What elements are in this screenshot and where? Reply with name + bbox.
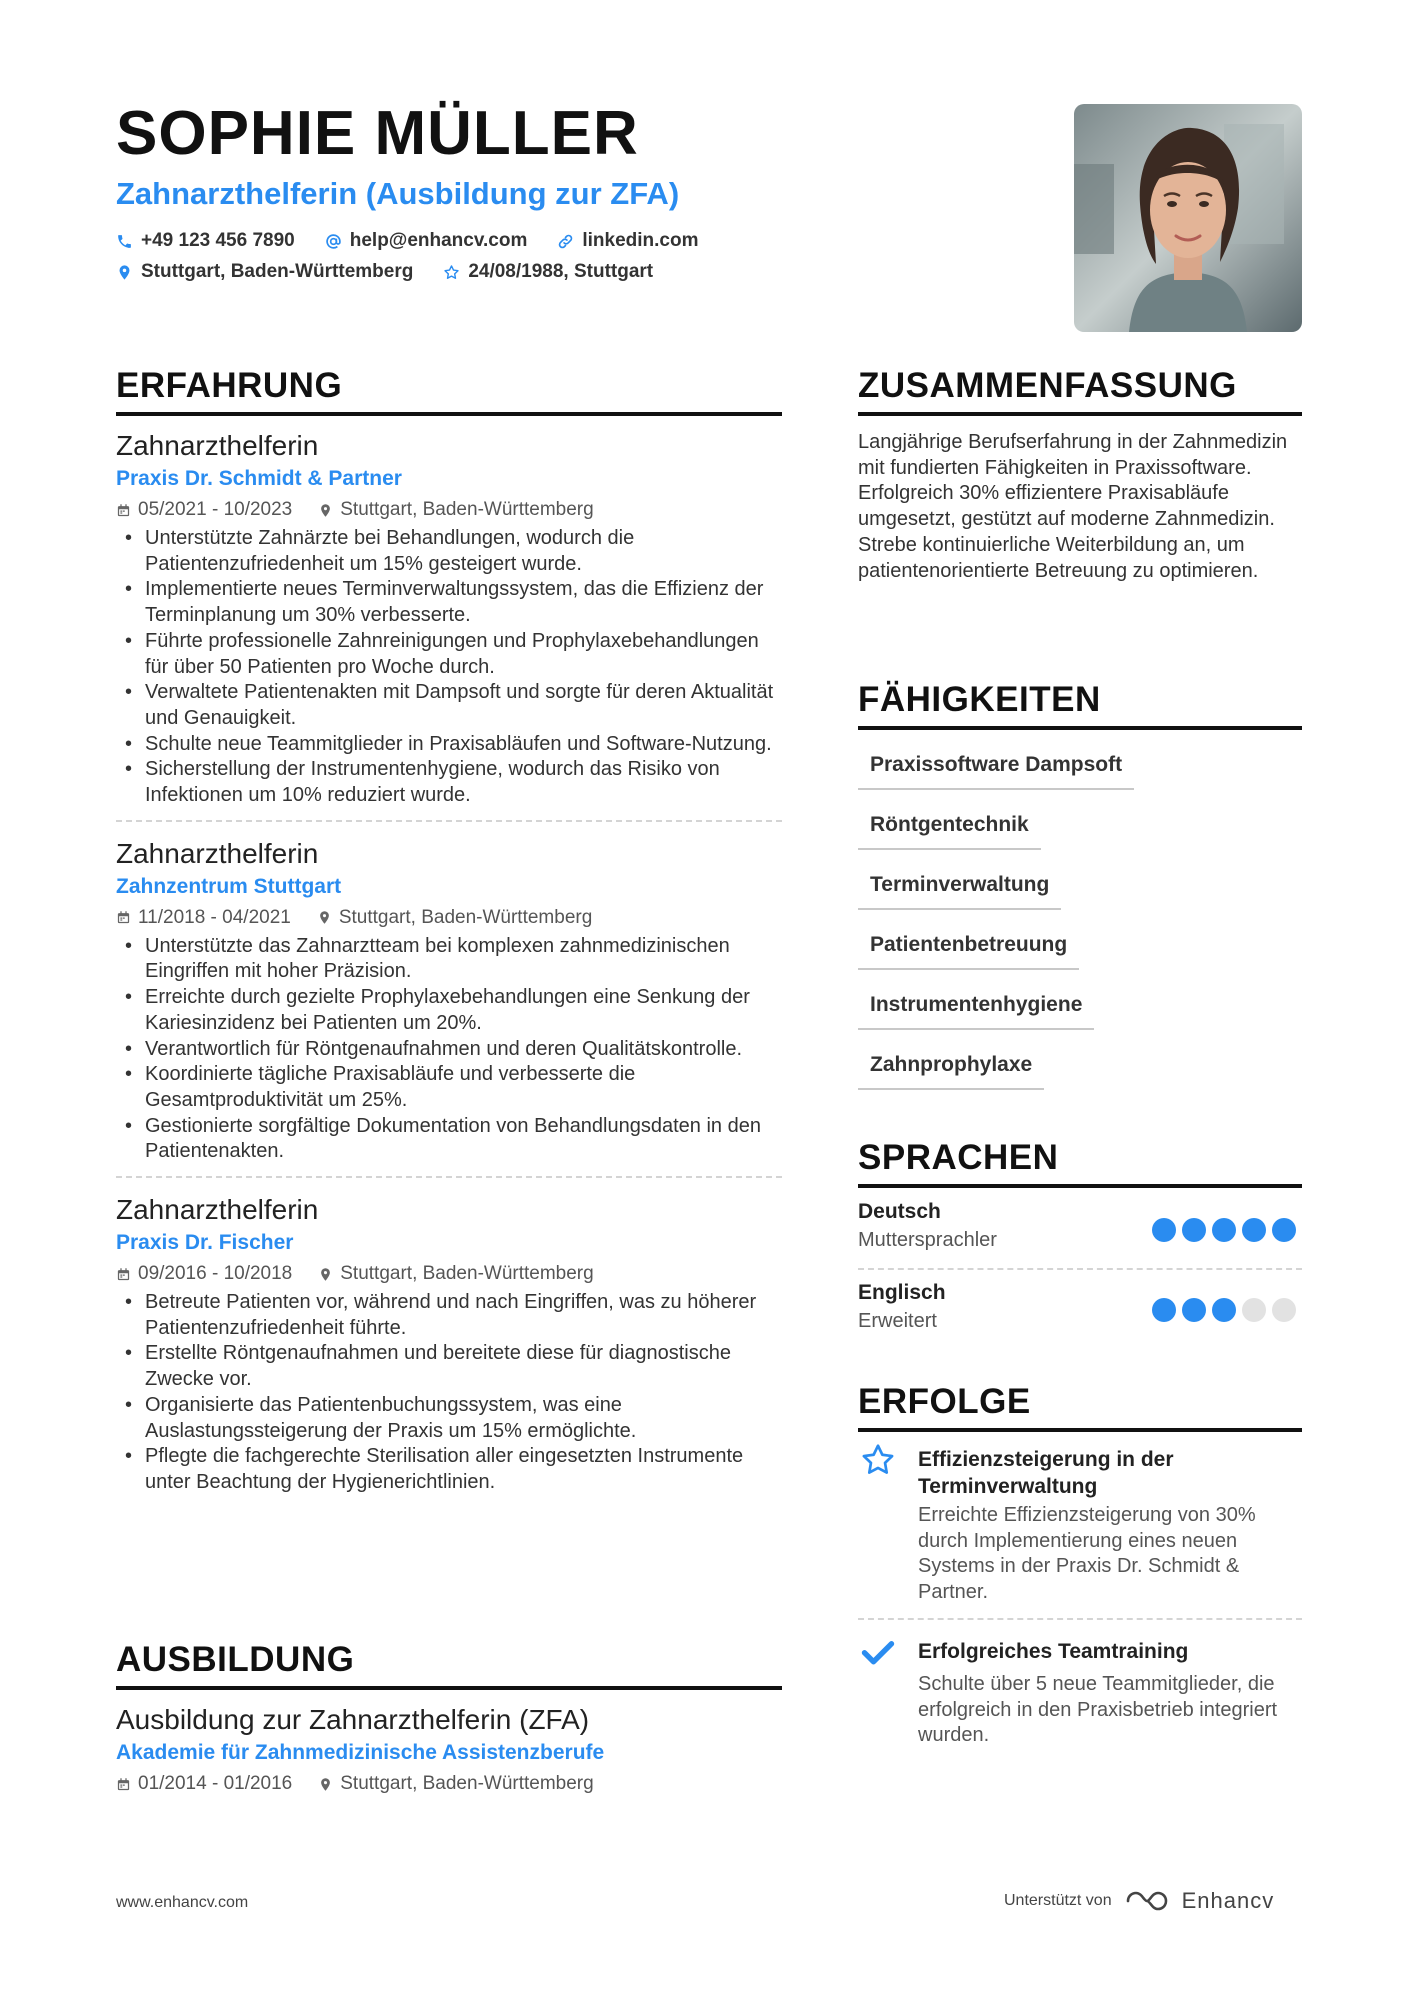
education-meta: [116, 1770, 782, 1798]
job-title: Zahnarzthelferin: [116, 837, 319, 869]
contact-email[interactable]: help@enhancv.com: [325, 230, 528, 252]
experience-entry: [116, 836, 782, 1165]
job-location: Stuttgart, Baden-Württemberg: [318, 496, 593, 524]
language-rating: [1152, 1218, 1296, 1242]
bullet-item: • Verantwortlich für Röntgenaufnahmen und deren Qualitätskontrolle.: [116, 1037, 782, 1063]
rating-dot-filled: [1212, 1298, 1236, 1322]
location-pin-icon: [318, 503, 333, 518]
skill-tag: Röntgentechnik: [858, 810, 1041, 850]
degree-title: Ausbildung zur Zahnarzthelferin (ZFA): [116, 1704, 590, 1735]
section-divider: [858, 726, 1302, 730]
rating-dot-filled: [1152, 1218, 1176, 1242]
skill-tag: Patientenbetreuung: [858, 930, 1079, 970]
section-divider: [858, 1184, 1302, 1188]
rating-dot-filled: [1152, 1298, 1176, 1322]
section-title-education: AUSBILDUNG: [116, 1640, 355, 1679]
language-divider: [858, 1268, 1302, 1270]
section-title-skills: FÄHIGKEITEN: [858, 680, 1101, 719]
education-location: Stuttgart, Baden-Württemberg: [318, 1770, 593, 1798]
section-title-experience: ERFAHRUNG: [116, 366, 343, 405]
achievement-title: Erfolgreiches Teamtraining: [918, 1640, 1189, 1663]
contact-phone: +49 123 456 7890: [116, 230, 295, 252]
star-outline-icon: [443, 264, 460, 281]
company-name[interactable]: Zahnzentrum Stuttgart: [116, 874, 342, 898]
bullet-item: • Gestionierte sorgfältige Dokumentation von Behandlungsdaten in den Patientenakten.: [116, 1114, 782, 1165]
contact-location: Stuttgart, Baden-Württemberg: [116, 261, 413, 283]
contact-row: [116, 261, 653, 283]
location-pin-icon: [116, 264, 133, 281]
job-meta: [116, 1260, 782, 1288]
contact-row: [116, 230, 699, 252]
language-name: Deutsch: [858, 1200, 941, 1223]
calendar-icon: [116, 910, 131, 925]
job-title: Zahnarzthelferin: [116, 430, 319, 461]
achievement-title: Effizienzsteigerung in der Terminverwaltung: [918, 1448, 1174, 1498]
at-icon: [325, 233, 342, 250]
company-name[interactable]: Praxis Dr. Schmidt & Partner: [116, 467, 402, 490]
job-meta: [116, 904, 782, 932]
bullet-item: • Organisierte das Patientenbuchungssystem, was eine Auslastungssteigerung der Praxis um 15% ermöglichte.: [116, 1393, 782, 1444]
job-dates: 05/2021 - 10/2023: [116, 496, 292, 524]
job-bullets: [116, 526, 782, 809]
link-icon: [557, 233, 574, 250]
section-title-languages: SPRACHEN: [858, 1138, 1059, 1177]
skill-tag: Instrumentenhygiene: [858, 990, 1094, 1030]
entry-divider: [116, 1176, 782, 1178]
company-name[interactable]: Praxis Dr. Fischer: [116, 1231, 294, 1255]
brand-name: Enhancv: [1181, 1888, 1275, 1913]
achievement-description: Erreichte Effizienzsteigerung von 30% durch Implementierung eines neuen Systems in der Praxis Dr. Schmidt & Partner.: [918, 1504, 1256, 1604]
experience-list: [116, 428, 782, 1496]
rating-dot-empty: [1272, 1298, 1296, 1322]
language-name: Englisch: [858, 1281, 946, 1304]
bullet-item: • Sicherstellung der Instrumentenhygiene, wodurch das Risiko von Infektionen um 10% reduziert wurde.: [116, 757, 782, 808]
location-pin-icon: [318, 1777, 333, 1792]
education-dates: 01/2014 - 01/2016: [116, 1770, 292, 1798]
rating-dot-filled: [1182, 1218, 1206, 1242]
rating-dot-empty: [1242, 1298, 1266, 1322]
bullet-item: • Verwaltete Patientenakten mit Dampsoft und sorgte für deren Aktualität und Genauigkeit.: [116, 680, 782, 731]
calendar-icon: [116, 1777, 131, 1792]
calendar-icon: [116, 503, 131, 518]
contact-linkedin[interactable]: linkedin.com: [557, 230, 698, 252]
bullet-item: • Pflegte die fachgerechte Sterilisation aller eingesetzten Instrumente unter Beachtung der Hygienerichtlinien.: [116, 1444, 782, 1495]
rating-dot-filled: [1182, 1298, 1206, 1322]
bullet-item: • Betreute Patienten vor, während und nach Eingriffen, was zu höherer Patientenzufriedenheit führte.: [116, 1290, 782, 1341]
calendar-icon: [116, 1267, 131, 1282]
skill-tag: Terminverwaltung: [858, 870, 1061, 910]
section-divider: [116, 1686, 782, 1690]
entry-divider: [116, 820, 782, 822]
star-icon: [860, 1442, 896, 1478]
location-pin-icon: [318, 1267, 333, 1282]
powered-by-label: Unterstützt von: [1004, 1892, 1112, 1909]
job-dates: 09/2016 - 10/2018: [116, 1260, 292, 1288]
education-entry: [116, 1702, 782, 1798]
section-divider: [858, 412, 1302, 416]
contact-birth: 24/08/1988, Stuttgart: [443, 261, 653, 283]
job-location: Stuttgart, Baden-Württemberg: [317, 904, 592, 932]
achievement-description: Schulte über 5 neue Teammitglieder, die erfolgreich in den Praxisbetrieb integriert wurden.: [918, 1673, 1278, 1747]
candidate-name: SOPHIE MÜLLER: [116, 99, 639, 168]
skill-tag: Praxissoftware Dampsoft: [858, 750, 1134, 790]
candidate-headline: Zahnarzthelferin (Ausbildung zur ZFA): [116, 176, 680, 211]
language-level: Muttersprachler: [858, 1229, 997, 1251]
job-meta: [116, 496, 782, 524]
language-rating: [1152, 1298, 1296, 1322]
achievement-divider: [858, 1618, 1302, 1620]
profile-photo: [1074, 104, 1302, 332]
bullet-item: • Erstellte Röntgenaufnahmen und bereitete diese für diagnostische Zwecke vor.: [116, 1341, 782, 1392]
job-bullets: [116, 934, 782, 1165]
rating-dot-filled: [1212, 1218, 1236, 1242]
bullet-item: • Implementierte neues Terminverwaltungssystem, das die Effizienz der Terminplanung um 30% verbesserte.: [116, 577, 782, 628]
bullet-item: • Koordinierte tägliche Praxisabläufe und verbesserte die Gesamtproduktivität um 25%.: [116, 1062, 782, 1113]
rating-dot-filled: [1272, 1218, 1296, 1242]
skill-tag: Zahnprophylaxe: [858, 1050, 1044, 1090]
experience-entry: [116, 428, 782, 809]
phone-icon: [116, 233, 133, 250]
job-bullets: [116, 1290, 782, 1496]
job-dates: 11/2018 - 04/2021: [116, 904, 291, 932]
bullet-item: • Schulte neue Teammitglieder in Praxisabläufen und Software-Nutzung.: [116, 732, 782, 758]
summary-text: Langjährige Berufserfahrung in der Zahnmedizin mit fundierten Fähigkeiten in Praxissoftware. Erfolgreich 30% effizientere Praxisabläufe umgesetzt, gestützt auf moderne Zahnmedizin. Strebe kontinuierliche Weiterbildung an, um patientenorientierte Betreuung zu optimieren.: [858, 431, 1288, 582]
bullet-item: • Unterstützte Zahnärzte bei Behandlungen, wodurch die Patientenzufriedenheit um 15% gesteigert wurde.: [116, 526, 782, 577]
bullet-item: • Unterstützte das Zahnarztteam bei komplexen zahnmedizinischen Eingriffen mit hoher Präzision.: [116, 934, 782, 985]
check-icon: [860, 1634, 896, 1670]
job-title: Zahnarzthelferin: [116, 1194, 319, 1226]
section-title-achievements: ERFOLGE: [858, 1382, 1031, 1421]
language-level: Erweitert: [858, 1310, 937, 1332]
job-location: Stuttgart, Baden-Württemberg: [318, 1260, 593, 1288]
enhancv-logo-icon: [1124, 1889, 1170, 1913]
rating-dot-filled: [1242, 1218, 1266, 1242]
bullet-item: • Führte professionelle Zahnreinigungen und Prophylaxebehandlungen für über 50 Patienten pro Woche durch.: [116, 629, 782, 680]
school-name[interactable]: Akademie für Zahnmedizinische Assistenzberufe: [116, 1741, 605, 1764]
location-pin-icon: [317, 910, 332, 925]
experience-entry: [116, 1192, 782, 1496]
footer-website[interactable]: www.enhancv.com: [116, 1894, 249, 1911]
bullet-item: • Erreichte durch gezielte Prophylaxebehandlungen eine Senkung der Kariesinzidenz bei Patienten um 20%.: [116, 985, 782, 1036]
section-divider: [858, 1428, 1302, 1432]
footer-branding: [1004, 1888, 1274, 1914]
section-divider: [116, 412, 782, 416]
section-title-summary: ZUSAMMENFASSUNG: [858, 366, 1237, 405]
